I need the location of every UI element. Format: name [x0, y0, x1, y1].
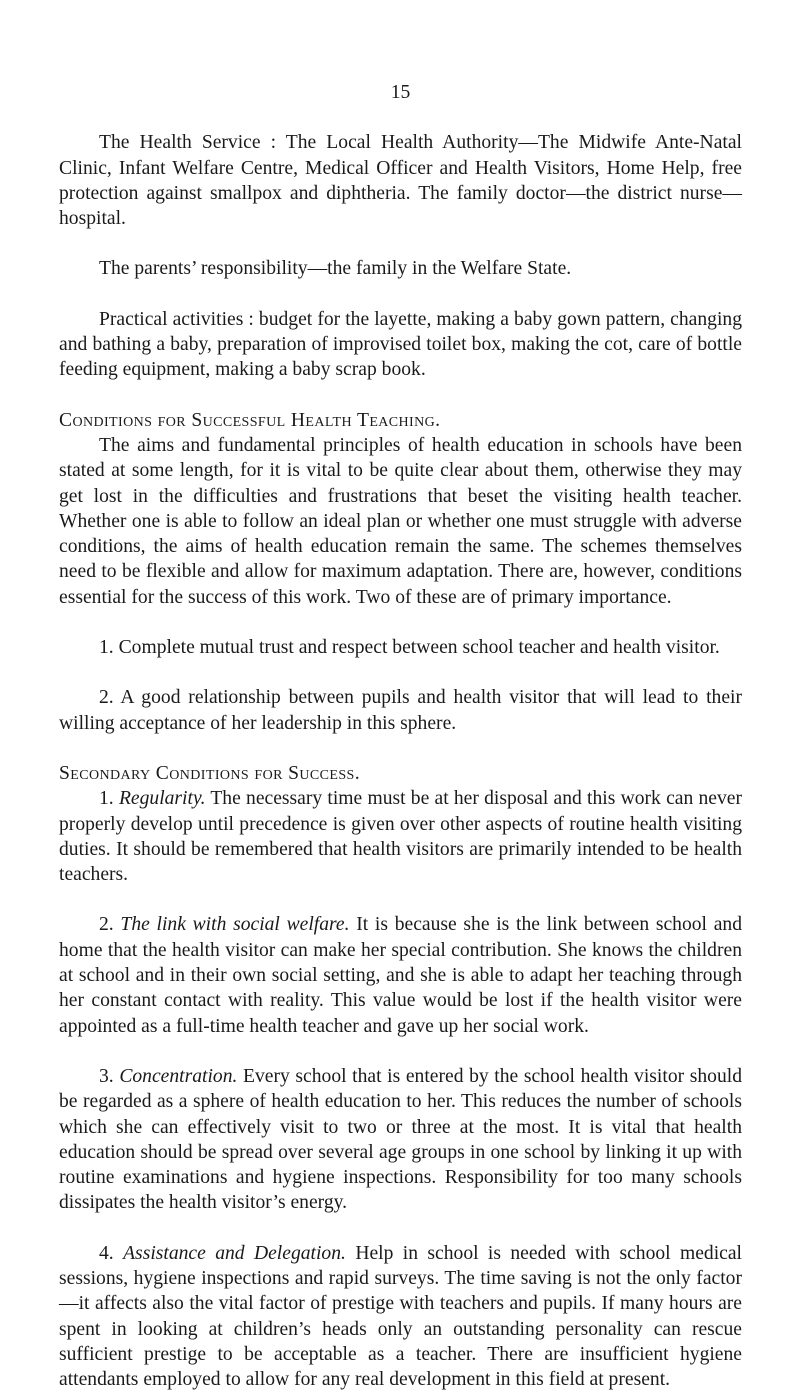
paragraph-parents-responsibility: The parents’ responsibility—the family in the Welfare State. — [99, 258, 572, 280]
list-item-primary-condition-2: 2. A good relationship between pupils and health visitor that will lead to their willing acceptance of her leadership in this sphere. — [59, 687, 742, 734]
item-text: Help in school is needed with school medical sessions, hygiene inspections and rapid surveys. The time saving is not the only factor—it affects also the vital factor of prestige with teachers and pupils. If many hours are spent in looking at children’s heads only an outstanding personality can rescue sufficient prestige to be acceptable as a teacher. There are insufficient hygiene attendants employed to allow for any real development in this field at present. — [59, 1242, 743, 1391]
list-item-secondary-condition-3 — [59, 1064, 742, 1216]
item-number: 2. — [99, 914, 114, 936]
section-heading-secondary: Secondary Conditions for Success. — [59, 762, 361, 784]
paragraph-health-service: The Health Service : The Local Health Authority—The Midwife Ante-Natal Clinic, Infant Welfare Centre, Medical Officer and Health Visitors, Home Help, free protection against smallpox and diphtheria. The family doctor—the district nurse—hospital. — [59, 132, 742, 230]
item-title: Regularity. — [118, 788, 206, 810]
section-heading-conditions: Conditions for Successful Health Teaching. — [59, 409, 441, 431]
item-number: 3. — [99, 1065, 114, 1087]
page-number: 15 — [390, 82, 411, 103]
paragraph-conditions-intro: The aims and fundamental principles of health education in schools have been stated at some length, for it is vital to be quite clear about them, otherwise they may get lost in the difficulties and frustrations that beset the visiting health teacher. Whether one is able to follow an ideal plan or whether one must struggle with adverse conditions, the aims of health education remain the same. The schemes themselves need to be flexible and allow for maximum adaptation. There are, however, conditions essential for the success of this work. Two of these are of primary importance. — [59, 434, 742, 608]
item-text: It is because she is the link between school and home that the health visitor can make her special contribution. She knows the children at school and in their own social setting, and she is able to adapt her teaching through her constant contact with reality. This value would be lost if the health visitor were appointed as a full-time health teacher and gave up her social work. — [59, 914, 742, 1037]
list-item-secondary-condition-1 — [59, 786, 742, 887]
paragraph-practical-activities: Practical activities : budget for the layette, making a baby gown pattern, changing and bathing a baby, preparation of improvised toilet box, making the cot, care of bottle feeding equipment, making a baby scrap book. — [59, 308, 742, 381]
item-number: 4. — [99, 1242, 114, 1264]
item-number: 1. — [99, 788, 114, 810]
list-item-primary-condition-1: 1. Complete mutual trust and respect between school teacher and health visitor. — [99, 637, 720, 659]
item-title: The link with social welfare. — [120, 914, 350, 936]
item-title: Concentration. — [119, 1065, 238, 1087]
item-title: Assistance and Delegation. — [123, 1242, 346, 1264]
list-item-secondary-condition-2 — [59, 912, 742, 1038]
list-item-secondary-condition-4 — [59, 1241, 742, 1392]
item-text: The necessary time must be at her disposal and this work can never properly develop until precedence is given over other aspects of routine health visiting duties. It should be remembered that health visitors are primarily intended to be health teachers. — [59, 788, 743, 886]
item-text: Every school that is entered by the school health visitor should be regarded as a sphere of health education to her. This reduces the number of schools which she can effectively visit to two or three at the most. It is vital that health education should be spread over several age groups in one school by linking it up with routine examinations and hygiene inspections. Responsibility for too many schools dissipates the health visitor’s energy. — [59, 1065, 742, 1214]
